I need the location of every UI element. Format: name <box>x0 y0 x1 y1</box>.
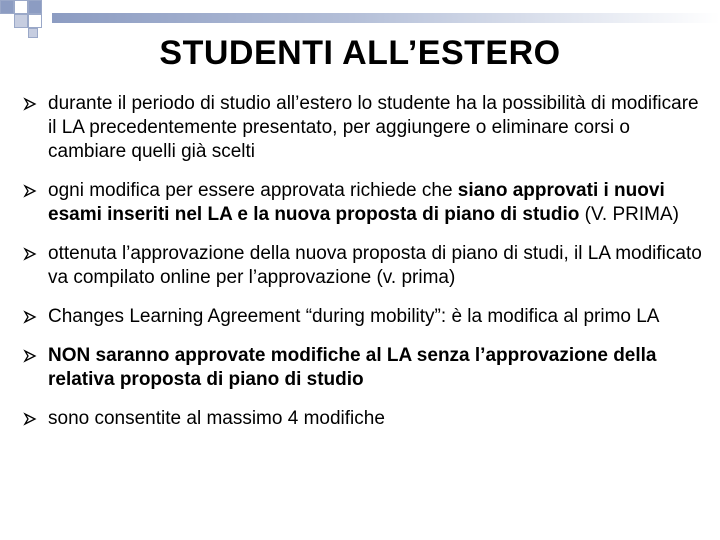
arrowhead-bullet-icon <box>22 408 38 430</box>
bullet-text <box>48 243 702 288</box>
bullet-text-bold: siano approvati i nuovi esami inseriti nel LA e la nuova proposta di piano di studio <box>48 180 665 225</box>
arrowhead-bullet-icon <box>22 243 38 265</box>
bullet-text <box>48 180 679 225</box>
arrowhead-bullet-icon <box>22 180 38 202</box>
bullet-item <box>22 344 708 392</box>
bullet-text-segment: durante il periodo di studio all’estero lo studente ha la possibilità di modificare il LA precedentemente presentato, per aggiungere o eliminare corsi o cambiare quelli già scelti <box>48 93 699 162</box>
bullet-list <box>22 92 708 446</box>
bullet-item <box>22 305 708 329</box>
bullet-text-segment: ottenuta l’approvazione della nuova proposta di piano di studi, il LA modificato va compilato online per l’approvazione (v. prima) <box>48 243 702 288</box>
bullet-text-segment: (V. PRIMA) <box>579 204 679 225</box>
deco-square <box>14 14 28 28</box>
bullet-text <box>48 408 385 429</box>
arrowhead-bullet-icon <box>22 93 38 115</box>
slide-title: STUDENTI ALL’ESTERO <box>159 34 561 72</box>
deco-square <box>28 0 42 14</box>
bullet-item <box>22 92 708 164</box>
bullet-text <box>48 93 699 162</box>
arrowhead-bullet-icon <box>22 345 38 367</box>
bullet-text-segment: sono consentite al massimo 4 modifiche <box>48 408 385 429</box>
bullet-text-bold: NON saranno approvate modifiche al LA senza l’approvazione della relativa proposta di piano di studio <box>48 345 657 390</box>
bullet-text <box>48 306 659 327</box>
arrowhead-bullet-icon <box>22 306 38 328</box>
bullet-text <box>48 345 657 390</box>
deco-square <box>28 14 42 28</box>
bullet-item <box>22 407 708 431</box>
deco-square <box>14 0 28 14</box>
bullet-item <box>22 179 708 227</box>
deco-square <box>0 0 14 14</box>
header-rule <box>52 13 720 23</box>
bullet-text-segment: ogni modifica per essere approvata richiede che <box>48 180 458 201</box>
bullet-item <box>22 242 708 290</box>
bullet-text-segment: Changes Learning Agreement “during mobility”: è la modifica al primo LA <box>48 306 660 327</box>
